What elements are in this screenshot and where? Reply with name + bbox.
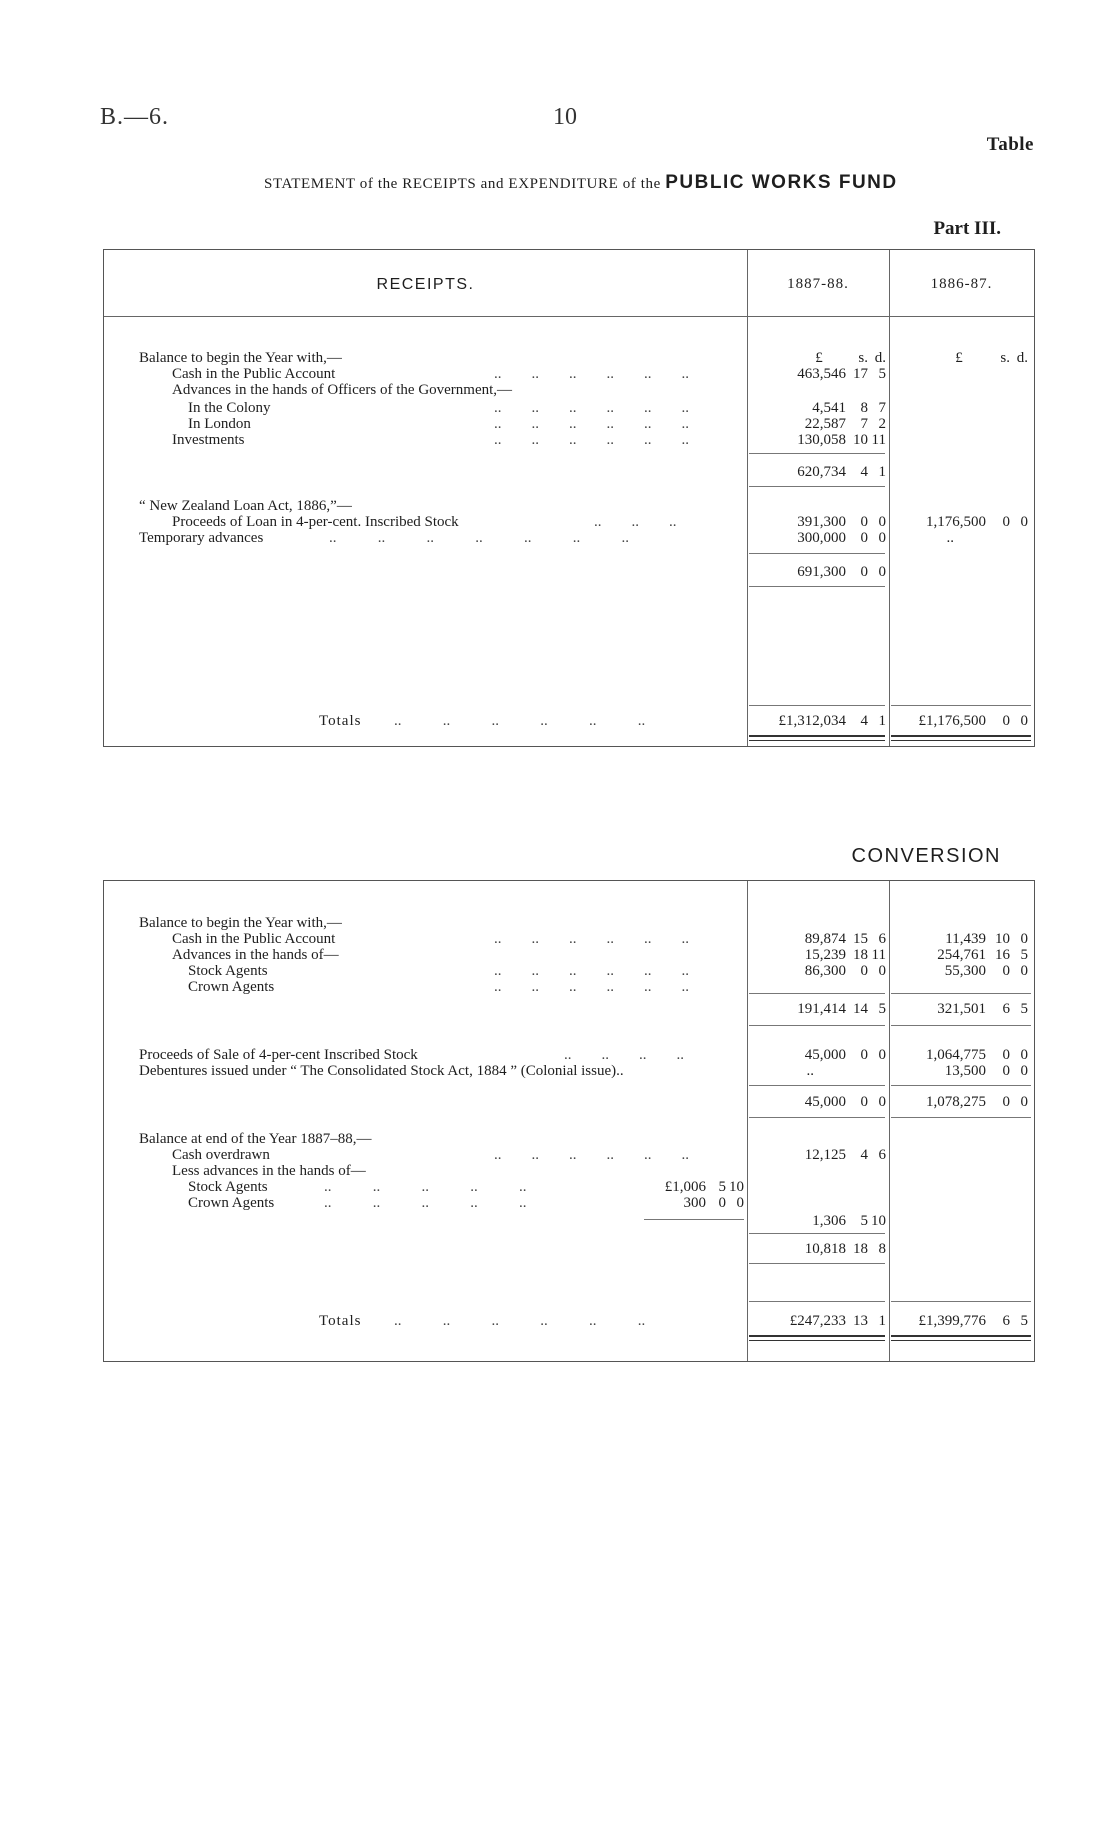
amount-shillings: 6	[1002, 1001, 1010, 1017]
amount-shillings: 17	[853, 366, 868, 382]
subtotal-row	[104, 464, 1034, 480]
conversion-table	[103, 880, 1035, 1362]
double-rule	[891, 735, 1031, 741]
document-reference: B.—6.	[100, 104, 170, 130]
amount-shillings: 4	[860, 464, 868, 480]
table-row	[104, 947, 1034, 963]
table-row	[104, 416, 1034, 432]
receipts-heading: RECEIPTS.	[376, 276, 475, 293]
amount-pounds: 391,300	[797, 514, 846, 530]
amount-shillings: 10	[853, 432, 868, 448]
amount-shillings: 0	[860, 530, 868, 546]
amount-pounds: ..	[946, 530, 954, 546]
table-row	[104, 400, 1034, 416]
amount-pence: 5	[878, 1001, 886, 1017]
leader-dots: .. .. .. .. .. ..	[494, 1147, 689, 1163]
conversion-title: CONVERSION	[851, 845, 1001, 867]
table-row-label: Proceeds of Loan in 4-per-cent. Inscribed Stock	[172, 514, 459, 530]
totals-row	[104, 1313, 1034, 1329]
amount-pence: 6	[878, 1147, 886, 1163]
receipts-table	[103, 249, 1035, 747]
amount-pence: 0	[878, 514, 886, 530]
amount-pence: 0	[878, 1047, 886, 1063]
table-row	[104, 1063, 1034, 1079]
amount-pence: 6	[878, 931, 886, 947]
table-row	[104, 382, 1034, 398]
amount-pounds: 45,000	[804, 1047, 846, 1063]
total-shillings: 13	[853, 1313, 868, 1329]
subtotal-rule	[891, 1117, 1031, 1118]
amount-pence: 5	[1020, 947, 1028, 963]
inner-amount-pounds: 300	[683, 1195, 706, 1211]
double-rule	[749, 735, 885, 741]
amount-pounds: 4,541	[812, 400, 846, 416]
inner-amount-pence: 0	[736, 1195, 744, 1211]
statement-title	[264, 172, 898, 194]
table-row	[104, 530, 1034, 546]
totals-label: Totals	[319, 1313, 362, 1329]
subtotal-rule	[749, 1117, 885, 1118]
amount-pence: 7	[878, 400, 886, 416]
double-rule	[749, 1335, 885, 1341]
table-row-label: Investments	[172, 432, 245, 448]
amount-pence: 8	[878, 1241, 886, 1257]
amount-pence: 0	[878, 530, 886, 546]
part-label: Part III.	[933, 218, 1001, 239]
amount-shillings: 0	[860, 1094, 868, 1110]
amount-shillings: 0	[1002, 514, 1010, 530]
table-row-label: In the Colony	[188, 400, 271, 416]
table-row-label: Stock Agents	[188, 1179, 268, 1195]
table-row	[104, 931, 1034, 947]
pounds-unit: £	[815, 350, 823, 366]
amount-pence: 10	[871, 1213, 886, 1229]
table-row-label: Crown Agents	[188, 1195, 275, 1211]
amount-pence: 0	[878, 564, 886, 580]
statement-fund: PUBLIC WORKS FUND	[665, 172, 898, 193]
amount-pounds: 1,064,775	[926, 1047, 986, 1063]
table-row-label: Advances in the hands of—	[172, 947, 339, 963]
table-row-label: Cash in the Public Account	[172, 366, 336, 382]
amount-shillings: 0	[1002, 1063, 1010, 1079]
amount-pounds: 11,439	[945, 931, 986, 947]
subtotal-rule	[749, 453, 885, 454]
year-1886-87-heading: 1886-87.	[930, 276, 993, 292]
totals-rule	[749, 705, 885, 706]
statement-prefix: STATEMENT of the RECEIPTS and EXPENDITURE of the	[264, 176, 661, 192]
inner-amount-shillings: 5	[718, 1179, 726, 1195]
page-number: 10	[553, 104, 577, 130]
leader-dots: .. .. .. .. ..	[324, 1179, 527, 1195]
subtotal-rule	[749, 553, 885, 554]
leader-dots: .. .. .. .. .. ..	[494, 400, 689, 416]
double-rule	[891, 1335, 1031, 1341]
amount-shillings: 0	[860, 963, 868, 979]
shillings-unit: s.	[858, 350, 868, 366]
leader-dots: .. .. .. .. .. ..	[494, 432, 689, 448]
amount-pence: 0	[1020, 1047, 1028, 1063]
table-row	[104, 915, 1034, 931]
table-row-label: Debentures issued under “ The Consolidated Stock Act, 1884 ” (Colonial issue)..	[139, 1063, 624, 1079]
table-row-label: Temporary advances	[139, 530, 264, 546]
total-pence: 5	[1020, 1313, 1028, 1329]
units-row	[104, 350, 1034, 366]
table-row	[104, 366, 1034, 382]
amount-pounds: 300,000	[797, 530, 846, 546]
subtotal-row	[104, 1001, 1034, 1017]
amount-shillings: 0	[860, 1047, 868, 1063]
subtotal-rule	[749, 1263, 885, 1264]
leader-dots: .. .. .. .. .. ..	[494, 979, 689, 995]
inner-amount-pence: 10	[729, 1179, 744, 1195]
amount-pence: 0	[1020, 963, 1028, 979]
amount-pence: 11	[871, 947, 886, 963]
table-row-label: Advances in the hands of Officers of the Government,—	[172, 382, 513, 398]
amount-shillings: 0	[860, 564, 868, 580]
subtotal-rule	[749, 1233, 885, 1234]
amount-pounds: 15,239	[804, 947, 846, 963]
amount-pence: 0	[1020, 514, 1028, 530]
amount-pounds: 620,734	[797, 464, 846, 480]
leader-dots: .. .. .. .. .. ..	[494, 931, 689, 947]
table-row-label: Stock Agents	[188, 963, 268, 979]
table-row	[104, 514, 1034, 530]
pence-unit: d.	[1016, 350, 1028, 366]
inner-amount-shillings: 0	[718, 1195, 726, 1211]
amount-pence: 0	[878, 963, 886, 979]
amount-pence: 0	[1020, 1094, 1028, 1110]
leader-dots: .. .. ..	[594, 514, 677, 530]
total-pence: 1	[878, 1313, 886, 1329]
net-row	[104, 1241, 1034, 1257]
leader-dots: .. .. .. .. ..	[324, 1195, 527, 1211]
subtotal-rule	[749, 586, 885, 587]
total-pence: 1	[878, 713, 886, 729]
table-row-label: “ New Zealand Loan Act, 1886,”—	[139, 498, 352, 514]
amount-pounds: 89,874	[804, 931, 846, 947]
leader-dots: .. .. .. .. .. ..	[494, 366, 689, 382]
pounds-unit: £	[955, 350, 963, 366]
table-row-label: Less advances in the hands of—	[172, 1163, 366, 1179]
amount-pence: 1	[878, 464, 886, 480]
amount-pounds: 691,300	[797, 564, 846, 580]
table-row-label: Cash in the Public Account	[172, 931, 336, 947]
total-pounds: £1,399,776	[918, 1313, 986, 1329]
totals-rule	[891, 1301, 1031, 1302]
amount-pounds: 45,000	[804, 1094, 846, 1110]
table-row	[104, 963, 1034, 979]
amount-pounds: 463,546	[797, 366, 846, 382]
amount-pounds: 13,500	[944, 1063, 986, 1079]
year-1887-88-heading: 1887-88.	[787, 276, 849, 292]
totals-label: Totals	[319, 713, 362, 729]
totals-row	[104, 713, 1034, 729]
total-pounds: £247,233	[789, 1313, 846, 1329]
amount-pounds: 321,501	[937, 1001, 986, 1017]
table-row	[104, 1195, 1034, 1211]
subtotal-rule	[749, 993, 885, 994]
leader-dots: .. .. .. .. .. ..	[394, 1313, 646, 1329]
amount-pounds: 86,300	[804, 963, 846, 979]
amount-shillings: 15	[853, 931, 868, 947]
table-row	[104, 1047, 1034, 1063]
pence-unit: d.	[874, 350, 886, 366]
amount-shillings: 10	[995, 931, 1010, 947]
amount-shillings: 5	[860, 1213, 868, 1229]
amount-pence: 0	[878, 1094, 886, 1110]
amount-pence: 0	[1020, 931, 1028, 947]
table-row-label: In London	[188, 416, 251, 432]
table-row-label: Balance to begin the Year with,—	[139, 915, 342, 931]
amount-pence: 11	[871, 432, 886, 448]
amount-pounds: 254,761	[937, 947, 986, 963]
amount-shillings: 0	[1002, 1094, 1010, 1110]
subtotal-row	[104, 1094, 1034, 1110]
subtotal-rule	[749, 1085, 885, 1086]
total-shillings: 4	[860, 713, 868, 729]
total-shillings: 6	[1002, 1313, 1010, 1329]
leader-dots: .. .. .. .. .. ..	[494, 416, 689, 432]
table-row	[104, 498, 1034, 514]
subtotal-rule	[749, 486, 885, 487]
amount-shillings: 0	[1002, 963, 1010, 979]
totals-rule	[891, 705, 1031, 706]
total-pounds: £1,312,034	[778, 713, 846, 729]
total-shillings: 0	[1002, 713, 1010, 729]
header-rule	[104, 316, 1034, 317]
table-row-label: Balance to begin the Year with,—	[139, 350, 342, 366]
table-row-label: Crown Agents	[188, 979, 275, 995]
table-row	[104, 1131, 1034, 1147]
amount-pounds: ..	[806, 1063, 814, 1079]
amount-pounds: 1,306	[812, 1213, 846, 1229]
amount-pence: 5	[878, 366, 886, 382]
amount-shillings: 18	[853, 947, 868, 963]
amount-pounds: 55,300	[944, 963, 986, 979]
totals-rule	[749, 1301, 885, 1302]
table-row	[104, 1147, 1034, 1163]
shillings-unit: s.	[1000, 350, 1010, 366]
subtotal-row	[104, 564, 1034, 580]
amount-shillings: 14	[853, 1001, 868, 1017]
leader-dots: .. .. .. .. .. ..	[394, 713, 646, 729]
amount-pounds: 22,587	[804, 416, 846, 432]
leader-dots: .. .. .. .. .. ..	[494, 963, 689, 979]
table-row	[104, 432, 1034, 448]
leader-dots: .. .. .. ..	[564, 1047, 684, 1063]
amount-pence: 5	[1020, 1001, 1028, 1017]
amount-pounds: 12,125	[804, 1147, 846, 1163]
amount-pounds: 191,414	[797, 1001, 846, 1017]
total-pence: 0	[1020, 713, 1028, 729]
table-row-label: Proceeds of Sale of 4-per-cent Inscribed Stock	[139, 1047, 418, 1063]
amount-shillings: 0	[860, 514, 868, 530]
subtotal-rule	[891, 993, 1031, 994]
table-row-label: Cash overdrawn	[172, 1147, 270, 1163]
amount-shillings: 0	[1002, 1047, 1010, 1063]
amount-shillings: 18	[853, 1241, 868, 1257]
table-row-label: Balance at end of the Year 1887–88,—	[139, 1131, 372, 1147]
amount-shillings: 7	[860, 416, 868, 432]
table-label: Table	[986, 134, 1034, 155]
amount-shillings: 16	[995, 947, 1010, 963]
amount-pounds: 1,176,500	[926, 514, 986, 530]
subtotal-rule	[891, 1085, 1031, 1086]
subtotal-rule	[749, 1025, 885, 1026]
inner-amount-pounds: £1,006	[664, 1179, 706, 1195]
table-row	[104, 1179, 1034, 1195]
leader-dots: .. .. .. .. .. .. ..	[329, 530, 629, 546]
less-total-row	[104, 1213, 1034, 1229]
table-row	[104, 1163, 1034, 1179]
subtotal-rule	[891, 1025, 1031, 1026]
amount-pounds: 1,078,275	[926, 1094, 986, 1110]
amount-pounds: 10,818	[804, 1241, 846, 1257]
amount-pence: 0	[1020, 1063, 1028, 1079]
amount-shillings: 8	[860, 400, 868, 416]
amount-pounds: 130,058	[797, 432, 846, 448]
total-pounds: £1,176,500	[918, 713, 986, 729]
amount-shillings: 4	[860, 1147, 868, 1163]
amount-pence: 2	[878, 416, 886, 432]
